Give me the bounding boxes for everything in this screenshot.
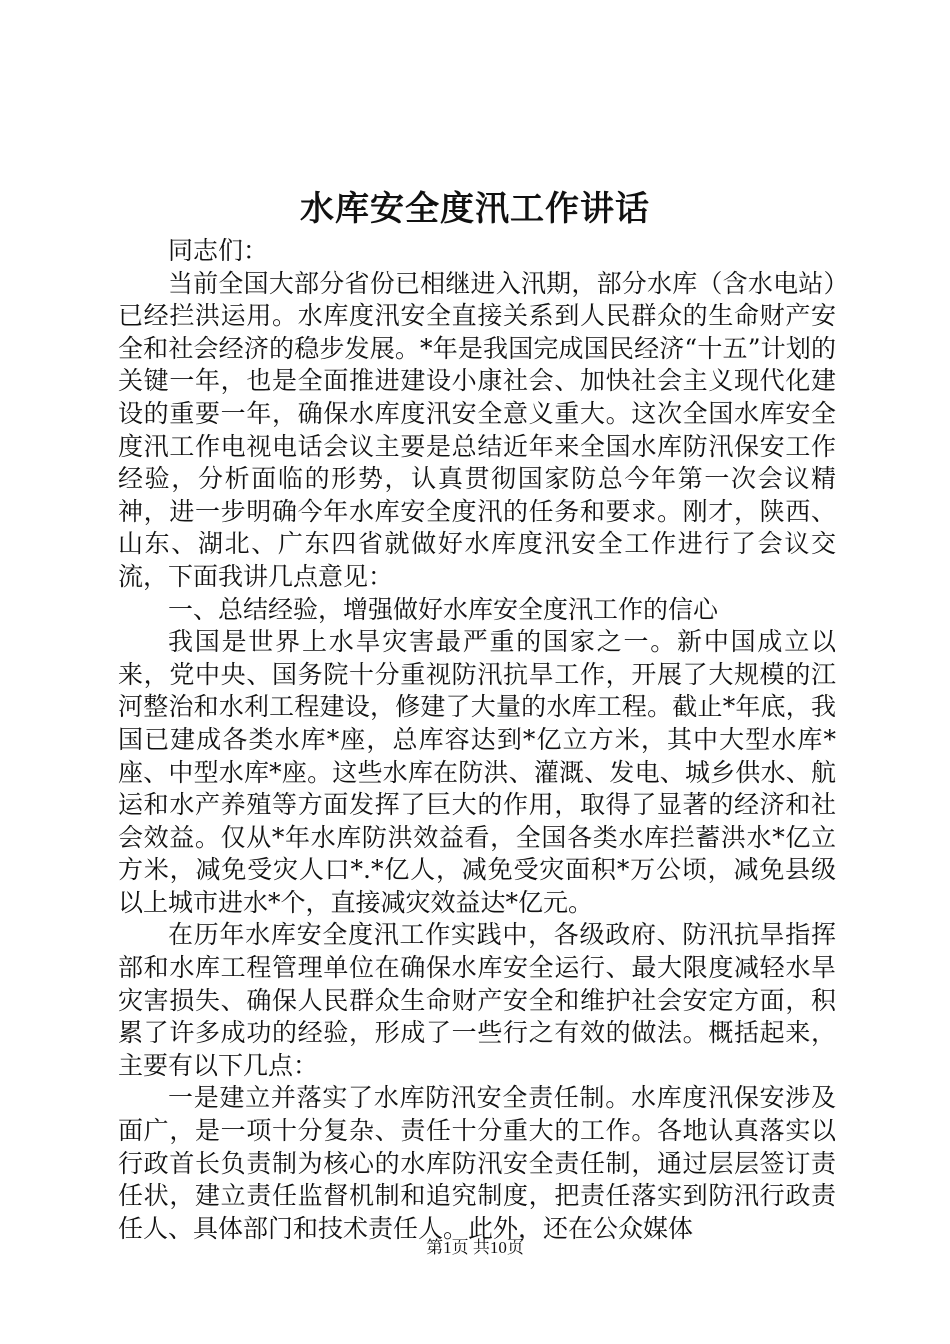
intro-paragraph: 当前全国大部分省份已相继进入汛期，部分水库（含水电站）已经拦洪运用。水库度汛安全直接关系到人民群众的生命财产安全和社会经济的稳步发展。*年是我国完成国民经济“十五”计划的关键一年，也是全面推进建设小康社会、加快社会主义现代化建设的重要一年，确保水库度汛安全意义重大。这次全国水库安全度汛工作电视电话会议主要是总结近年来全国水库防汛保安工作经验，分析面临的形势，认真贯彻国家防总今年第一次会议精神，进一步明确今年水库安全度汛的任务和要求。刚才，陕西、山东、湖北、广东四省就做好水库度汛安全工作进行了会议交流，下面我讲几点意见：: [118, 268, 836, 591]
section-heading: 一、总结经验，增强做好水库安全度汛工作的信心: [168, 594, 719, 624]
body-paragraph: 我国是世界上水旱灾害最严重的国家之一。新中国成立以来，党中央、国务院十分重视防汛抗旱工作，开展了大规模的江河整治和水利工程建设，修建了大量的水库工程。截止*年底，我国已建成各类水库*座，总库容达到*亿立方米，其中大型水库*座、中型水库*座。这些水库在防洪、灌溉、发电、城乡供水、航运和水产养殖等方面发挥了巨大的作用，取得了显著的经济和社会效益。仅从*年水库防洪效益看，全国各类水库拦蓄洪水*亿立方米，减免受灾人口*.*亿人，减免受灾面积*万公顷，减免县级以上城市进水*个，直接减灾效益达*亿元。: [118, 627, 836, 917]
document-title: 水库安全度汛工作讲话: [300, 189, 650, 229]
body-paragraph: 一是建立并落实了水库防汛安全责任制。水库度汛保安涉及面广，是一项十分复杂、责任十分重大的工作。各地认真落实以行政首长负责制为核心的水库防汛安全责任制，通过层层签订责任状，建立责任监督机制和追究制度，把责任落实到防汛行政责任人、具体部门和技术责任人。此外，还在公众媒体: [118, 1083, 836, 1243]
body-paragraph: 在历年水库安全度汛工作实践中，各级政府、防汛抗旱指挥部和水库工程管理单位在确保水库安全运行、最大限度减轻水旱灾害损失、确保人民群众生命财产安全和维护社会安定方面，积累了许多成功的经验，形成了一些行之有效的做法。概括起来，主要有以下几点：: [118, 920, 836, 1080]
salutation-paragraph: 同志们：: [168, 236, 269, 265]
document-body: [118, 235, 836, 1245]
page-number-footer: 第1页 共10页: [426, 1238, 524, 1257]
